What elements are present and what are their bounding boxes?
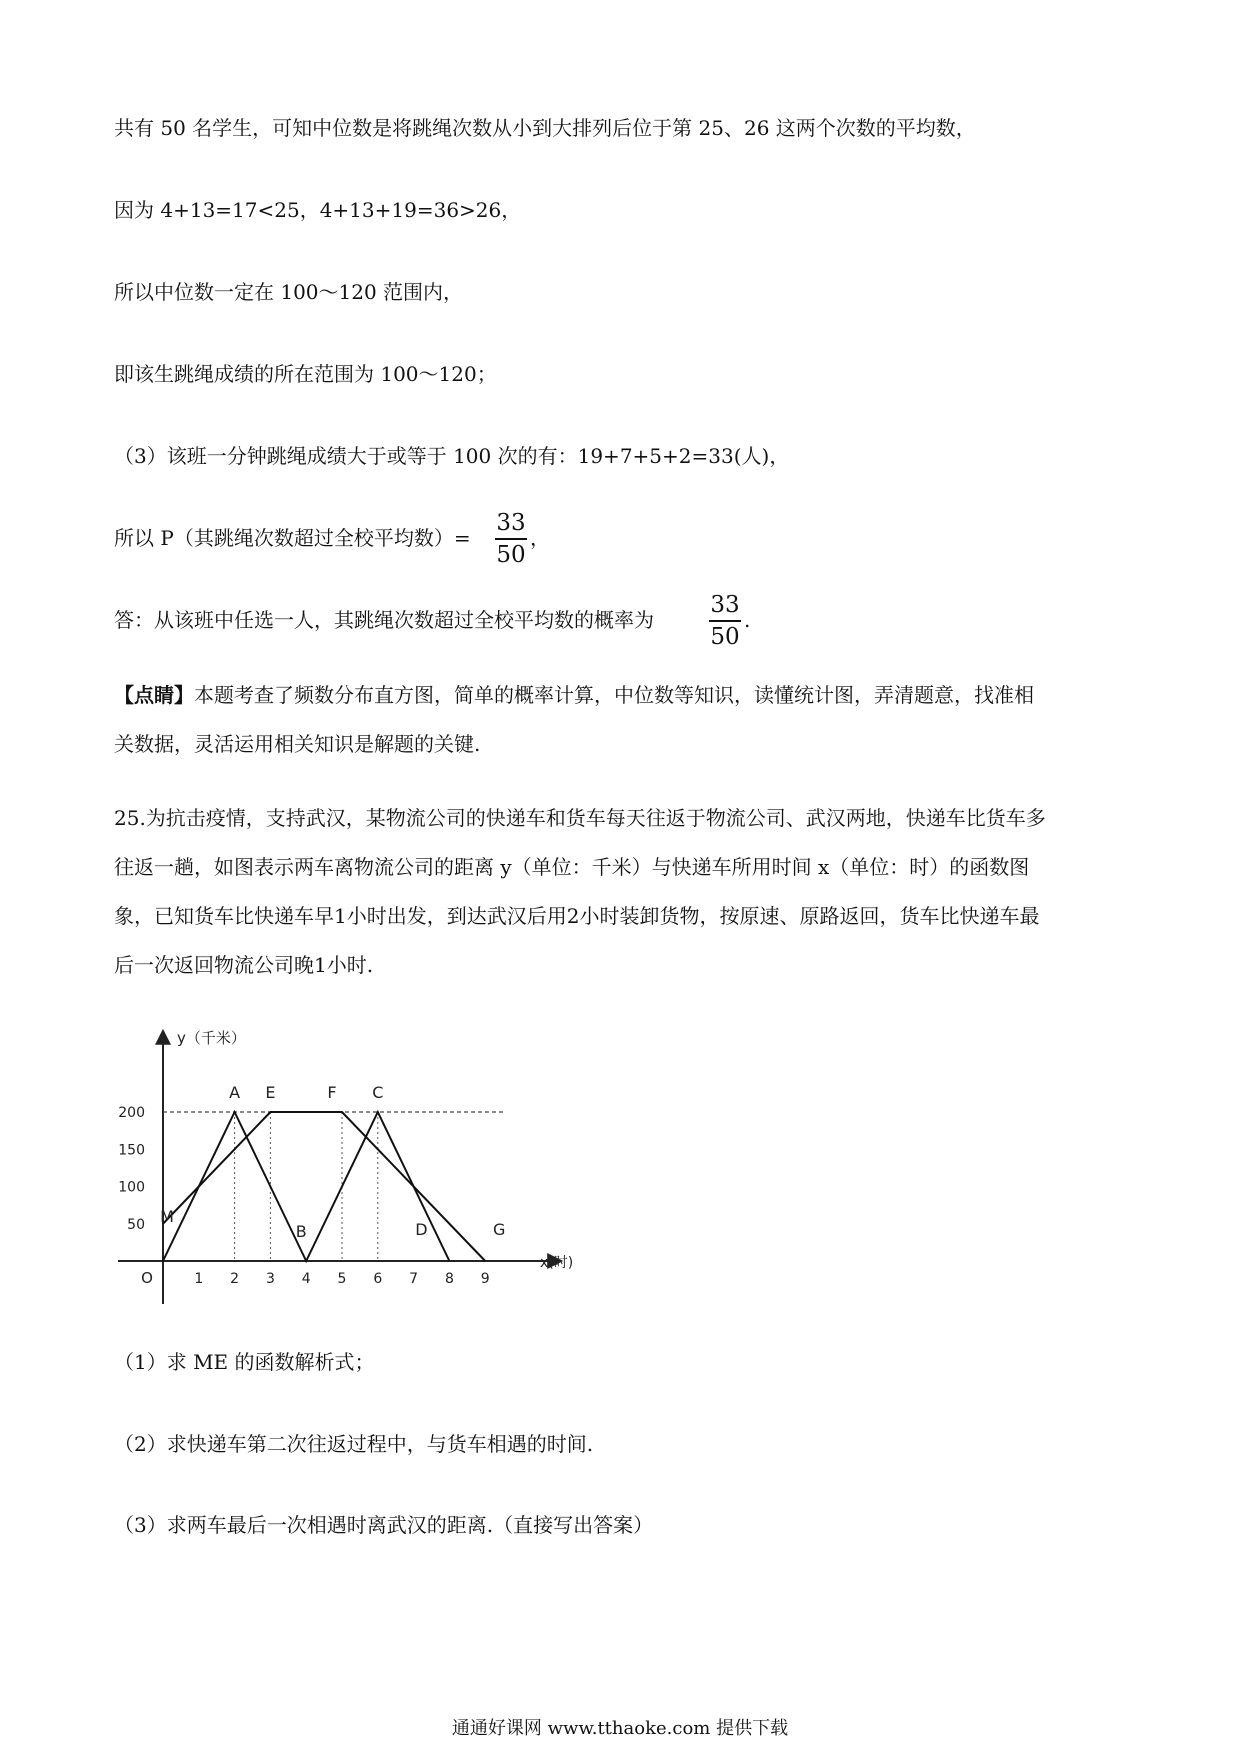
fraction-2-denominator: 50 xyxy=(710,624,740,650)
x-tick-label-2: 2 xyxy=(230,1271,240,1287)
point-label-M: M xyxy=(160,1206,174,1226)
comment-tag: 【点睛】 xyxy=(114,683,194,707)
text-line-3: 所以中位数一定在 100～120 范围内， xyxy=(114,280,464,304)
x-tick-label-9: 9 xyxy=(480,1271,490,1287)
comment-text-1: 本题考查了频数分布直方图，简单的概率计算，中位数等知识，读懂统计图，弄清题意，找准相 xyxy=(194,683,1034,707)
fraction-2-numerator: 33 xyxy=(710,592,740,618)
sub-question-2: （2）求快递车第二次往返过程中，与货车相遇的时间. xyxy=(114,1432,594,1456)
y-axis-label: y（千米） xyxy=(177,1029,246,1047)
question-25-line-4: 后一次返回物流公司晚1小时. xyxy=(114,953,374,977)
page-footer: 通通好课网 www.tthaoke.com 提供下载 xyxy=(451,1718,789,1739)
x-tick-label-5: 5 xyxy=(337,1271,347,1287)
y-tick-label-200: 200 xyxy=(118,1105,145,1121)
question-25-line-1: 25.为抗击疫情，支持武汉，某物流公司的快递车和货车每天往返于物流公司、武汉两地，快递车比货车多 xyxy=(114,806,1046,830)
point-label-D: D xyxy=(415,1220,428,1239)
series-line-2 xyxy=(163,1112,485,1261)
point-label-E: E xyxy=(265,1083,276,1102)
y-tick-label-50: 50 xyxy=(127,1216,145,1233)
y-tick-label-100: 100 xyxy=(118,1179,145,1196)
y-tick-label-150: 150 xyxy=(118,1142,145,1159)
x-tick-label-7: 7 xyxy=(409,1271,419,1287)
text-line-6-prefix: 所以 P（其跳绳次数超过全校平均数）= xyxy=(114,526,471,550)
point-label-A: A xyxy=(229,1083,241,1102)
sub-question-1: （1）求 ME 的函数解析式； xyxy=(114,1350,375,1374)
x-tick-label-4: 4 xyxy=(301,1271,311,1287)
fraction-1-denominator: 50 xyxy=(496,542,526,568)
text-line-1: 共有 50 名学生，可知中位数是将跳绳次数从小到大排列后位于第 25、26 这两个次数的平均数， xyxy=(114,116,976,140)
point-label-F: F xyxy=(327,1083,337,1102)
x-axis-label: x(时) xyxy=(540,1255,574,1271)
question-25-line-2: 往返一趟，如图表示两车离物流公司的距离 y（单位：千米）与快递车所用时间 x（单位：时）的函数图 xyxy=(114,855,1030,879)
comment-line-2: 关数据，灵活运用相关知识是解题的关键. xyxy=(114,732,481,756)
fraction-1-numerator: 33 xyxy=(496,510,526,536)
sub-question-3: （3）求两车最后一次相遇时离武汉的距离.（直接写出答案） xyxy=(114,1513,654,1537)
text-line-6-suffix: ， xyxy=(530,526,550,550)
text-line-7-suffix: . xyxy=(744,608,751,632)
point-label-G: G xyxy=(492,1220,506,1239)
text-line-5: （3）该班一分钟跳绳成绩大于或等于 100 次的有：19+7+5+2=33(人)， xyxy=(114,444,790,468)
x-tick-label-8: 8 xyxy=(444,1271,454,1287)
x-tick-label-1: 1 xyxy=(194,1271,204,1287)
question-25-line-3: 象，已知货车比快递车早1小时出发，到达武汉后用2小时装卸货物，按原速、原路返回，货车比快递车最 xyxy=(114,904,1040,928)
x-tick-label-3: 3 xyxy=(265,1271,275,1287)
point-label-B: B xyxy=(295,1222,307,1241)
x-tick-label-6: 6 xyxy=(373,1271,383,1287)
text-line-7-prefix: 答：从该班中任选一人，其跳绳次数超过全校平均数的概率为 xyxy=(114,608,654,632)
text-line-4: 即该生跳绳成绩的所在范围为 100～120； xyxy=(114,362,497,386)
point-label-C: C xyxy=(372,1083,384,1102)
origin-label: O xyxy=(141,1269,153,1287)
text-line-2: 因为 4+13=17<25，4+13+19=36>26， xyxy=(114,198,522,222)
